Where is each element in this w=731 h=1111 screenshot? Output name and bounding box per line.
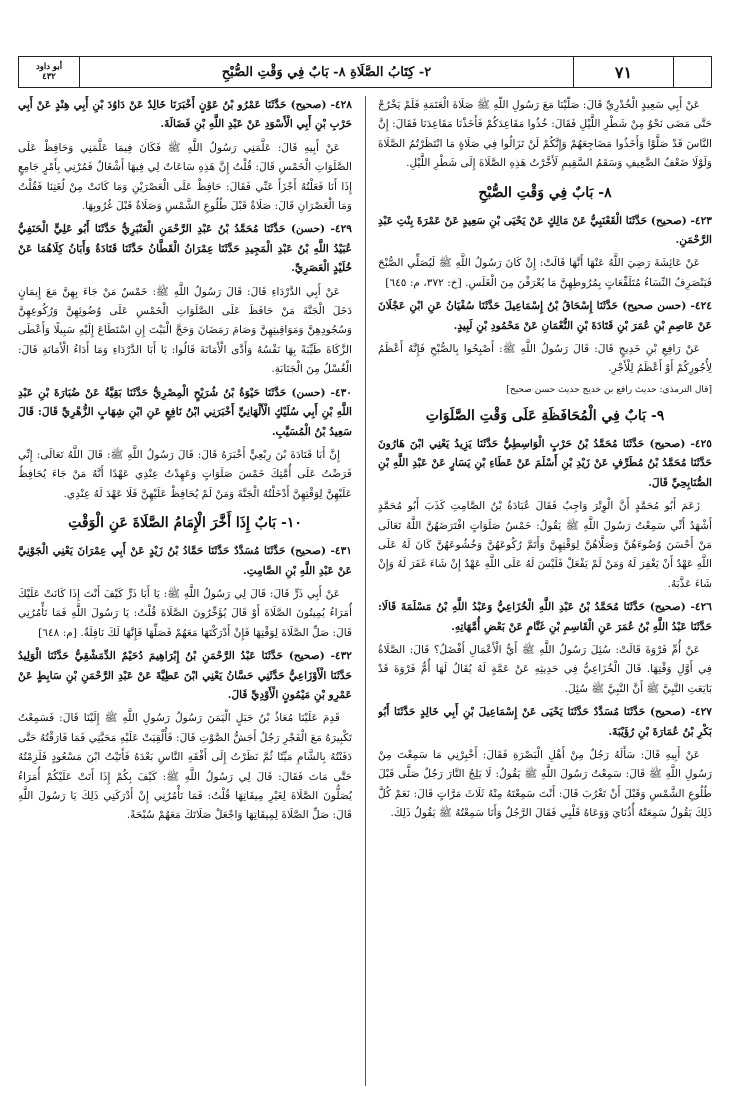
running-header (18, 56, 712, 88)
hadith-428-text: عَنْ أَبِيهِ قَالَ: عَلَّمَنِي رَسُولُ اللَّهِ ﷺ فَكَانَ فِيمَا عَلَّمَنِي وَحَافِظْ عَلَى الصَّلَوَاتِ الْخَمْسِ قَالَ: قُلْتُ إِنَّ هَذِهِ سَاعَاتٌ لِي فِيهَا أَشْغَالٌ فَمُرْنِي بِأَمْرٍ جَامِعٍ إِذَا أَنَا فَعَلْتُهُ أَجْزَأَ عَنِّي فَقَالَ: حَافِظْ عَلَى الْعَصْرَيْنِ وَمَا كَانَتْ مِنْ لُغَتِنَا فَقُلْتُ وَمَا الْعَصْرَانِ قَالَ: صَلَاةٌ قَبْلَ طُلُوعِ الشَّمْسِ وَصَلَاةٌ قَبْلَ غُرُوبِهَا. (18, 141, 352, 213)
hadith-432-isnad: ٤٣٢- (صحيح) حَدَّثَنَا عَبْدُ الرَّحْمَنِ بْنُ إِبْرَاهِيمَ دُحَيْمٌ الدِّمَشْقِيُّ حَدَّثَنَا الْوَلِيدُ حَدَّثَنَا الْأَوْزَاعِيُّ حَدَّثَنِي حَسَّانُ يَعْنِي ابْنَ عَطِيَّةَ عَنْ عَبْدِ الرَّحْمَنِ بْنِ سَابِطٍ عَنْ عَمْرِو بْنِ مَيْمُونٍ الْأَوْدِيِّ قَالَ. (18, 650, 352, 701)
hadith-431-text: عَنْ أَبِي ذَرٍّ قَالَ: قَالَ لِي رَسُولُ اللَّهِ ﷺ: يَا أَبَا ذَرٍّ كَيْفَ أَنْتَ إِذَا كَانَتْ عَلَيْكَ أُمَرَاءُ يُمِيتُونَ الصَّلَاةَ أَوْ قَالَ يُؤَخِّرُونَ الصَّلَاةَ قُلْتُ: يَا رَسُولَ اللَّهِ فَمَا تَأْمُرُنِي قَالَ: صَلِّ الصَّلَاةَ لِوَقْتِهَا فَإِنْ أَدْرَكْتَهَا مَعَهُمْ فَصَلِّهَا فَإِنَّهَا لَكَ نَافِلَةٌ. [م: ٦٤٨] (18, 587, 352, 639)
book-abbrev: أبو داود (35, 62, 63, 72)
hadith-432-text: قَدِمَ عَلَيْنَا مُعَاذُ بْنُ جَبَلٍ الْيَمَنَ رَسُولُ رَسُولِ اللَّهِ ﷺ إِلَيْنَا قَالَ: فَسَمِعْتُ تَكْبِيرَهُ مَعَ الْفَجْرِ رَجُلٌ أَجَشُّ الصَّوْتِ قَالَ: فَأُلْقِيَتْ عَلَيْهِ مَحَبَّتِي فَمَا فَارَقْتُهُ حَتَّى دَفَنْتُهُ بِالشَّامِ مَيِّتًا ثُمَّ نَظَرْتُ إِلَى أَفْقَهِ النَّاسِ بَعْدَهُ فَأَتَيْتُ ابْنَ مَسْعُودٍ فَلَزِمْتُهُ حَتَّى مَاتَ فَقَالَ: قَالَ لِي رَسُولُ اللَّهِ ﷺ: كَيْفَ بِكُمْ إِذَا أَتَتْ عَلَيْكُمْ أُمَرَاءُ يُصَلُّونَ الصَّلَاةَ لِغَيْرِ مِيقَاتِهَا قُلْتُ: فَمَا تَأْمُرُنِي إِنْ أَدْرَكَنِي ذَلِكَ يَا رَسُولَ اللَّهِ قَالَ: صَلِّ الصَّلَاةَ لِمِيقَاتِهَا وَاجْعَلْ صَلَاتَكَ مَعَهُمْ سُبْحَةً. (18, 712, 352, 822)
paragraph: عَنْ أَبِي سَعِيدٍ الْخُدْرِيِّ قَالَ: صَلَّيْنَا مَعَ رَسُولِ اللَّهِ ﷺ صَلَاةَ الْعَتَمَةِ فَلَمْ يَخْرُجْ حَتَّى مَضَى نَحْوٌ مِنْ شَطْرِ اللَّيْلِ فَقَالَ: خُذُوا مَقَاعِدَكُمْ فَأَخَذْنَا مَقَاعِدَنَا فَقَالَ: إِنَّ النَّاسَ قَدْ صَلَّوْا وَأَخَذُوا مَضَاجِعَهُمْ وَإِنَّكُمْ لَنْ تَزَالُوا فِي صَلَاةٍ مَا انْتَظَرْتُمُ الصَّلَاةَ وَلَوْلَا ضَعْفُ الضَّعِيفِ وَسَقَمُ السَّقِيمِ لَأَخَّرْتُ هَذِهِ الصَّلَاةَ إِلَى شَطْرِ اللَّيْلِ. (378, 99, 712, 170)
hadith-429-text: عَنْ أَبِي الدَّرْدَاءِ قَالَ: قَالَ رَسُولُ اللَّهِ ﷺ: خَمْسٌ مَنْ جَاءَ بِهِنَّ مَعَ إِيمَانٍ دَخَلَ الْجَنَّةَ مَنْ حَافَظَ عَلَى الصَّلَوَاتِ الْخَمْسِ عَلَى وُضُوئِهِنَّ وَرُكُوعِهِنَّ وَسُجُودِهِنَّ وَمَوَاقِيتِهِنَّ وَصَامَ رَمَضَانَ وَحَجَّ الْبَيْتَ إِنِ اسْتَطَاعَ إِلَيْهِ سَبِيلًا وَأَعْطَى الزَّكَاةَ طَيِّبَةً بِهَا نَفْسُهُ وَأَدَّى الْأَمَانَةَ قَالُوا: يَا أَبَا الدَّرْدَاءِ وَمَا أَدَاءُ الْأَمَانَةِ قَالَ: الْغُسْلُ مِنَ الْجَنَابَةِ. (18, 285, 352, 376)
chapter-heading-8: ٨- بَابٌ فِي وَقْتِ الصُّبْحِ (478, 184, 612, 201)
left-column (18, 96, 352, 1096)
chapter-title: ٢- كِتَابُ الصَّلَاةِ ٨- بَابٌ فِي وَقْتِ الصُّبْحِ (79, 57, 573, 87)
page-number: ٧١ (573, 57, 673, 87)
hadith-425-text: زَعَمَ أَبُو مُحَمَّدٍ أَنَّ الْوِتْرَ وَاجِبٌ فَقَالَ عُبَادَةُ بْنُ الصَّامِتِ كَذَبَ أَبُو مُحَمَّدٍ أَشْهَدُ أَنِّي سَمِعْتُ رَسُولَ اللَّهِ ﷺ يَقُولُ: خَمْسُ صَلَوَاتٍ افْتَرَضَهُنَّ اللَّهُ تَعَالَى مَنْ أَحْسَنَ وُضُوءَهُنَّ وَصَلَّاهُنَّ لِوَقْتِهِنَّ وَأَتَمَّ رُكُوعَهُنَّ وَخُشُوعَهُنَّ كَانَ لَهُ عَلَى اللَّهِ عَهْدٌ أَنْ يَغْفِرَ لَهُ وَمَنْ لَمْ يَفْعَلْ فَلَيْسَ لَهُ عَلَى اللَّهِ عَهْدٌ إِنْ شَاءَ غَفَرَ لَهُ وَإِنْ شَاءَ عَذَّبَهُ. (378, 500, 712, 590)
right-column (378, 96, 712, 1096)
hadith-424-text: عَنْ رَافِعِ بْنِ خَدِيجٍ قَالَ: قَالَ رَسُولُ اللَّهِ ﷺ: أَصْبِحُوا بِالصُّبْحِ فَإِنَّهُ أَعْظَمُ لِأُجُورِكُمْ أَوْ أَعْظَمُ لِلْأَجْرِ. (378, 343, 712, 375)
hadith-429-isnad: ٤٢٩- (حسن) حَدَّثَنَا مُحَمَّدُ بْنُ عَبْدِ الرَّحْمَنِ الْعَنْبَرِيُّ حَدَّثَنَا أَبُو عَلِيٍّ الْحَنَفِيُّ عُبَيْدُ اللَّهِ بْنُ عَبْدِ الْمَجِيدِ حَدَّثَنَا عِمْرَانُ الْقَطَّانُ حَدَّثَنَا قَتَادَةُ وَأَبَانُ كِلَاهُمَا عَنْ خُلَيْدٍ الْعَصَرِيِّ. (18, 223, 352, 275)
hadith-424-isnad: ٤٢٤- (حسن صحيح) حَدَّثَنَا إِسْحَاقُ بْنُ إِسْمَاعِيلَ حَدَّثَنَا سُفْيَانُ عَنِ ابْنِ عَجْلَانَ عَنْ عَاصِمِ بْنِ عُمَرَ بْنِ قَتَادَةَ بْنِ النُّعْمَانِ عَنْ مَحْمُودِ بْنِ لَبِيدٍ. (378, 300, 712, 332)
book-page: ٤٣٢ (42, 72, 56, 82)
hadith-424-note: [قال الترمذي: حديث رافع بن خديج حديث حسن صحيح] (506, 384, 712, 395)
hadith-430-isnad: ٤٣٠- (حسن) حَدَّثَنَا حَيْوَةُ بْنُ شُرَيْحٍ الْمِصْرِيُّ حَدَّثَنَا بَقِيَّةُ عَنْ ضُبَارَةَ بْنِ عَبْدِ اللَّهِ بْنِ أَبِي سُلَيْكٍ الْأَلْهَانِيِّ أَخْبَرَنِي ابْنُ نَافِعٍ عَنِ ابْنِ شِهَابٍ الزُّهْرِيِّ قَالَ: قَالَ سَعِيدُ بْنُ الْمُسَيَّبِ. (18, 386, 352, 438)
hadith-427-text: عَنْ أَبِيهِ قَالَ: سَأَلَهُ رَجُلٌ مِنْ أَهْلِ الْبَصْرَةِ فَقَالَ: أَخْبِرْنِي مَا سَمِعْتَ مِنْ رَسُولِ اللَّهِ ﷺ قَالَ: سَمِعْتُ رَسُولَ اللَّهِ ﷺ يَقُولُ: لَا يَلِجُ النَّارَ رَجُلٌ صَلَّى قَبْلَ طُلُوعِ الشَّمْسِ وَقَبْلَ أَنْ تَغْرُبَ قَالَ: أَنْتَ سَمِعْتَهُ مِنْهُ ثَلَاثَ مَرَّاتٍ قَالَ: نَعَمْ كُلَّ ذَلِكَ يَقُولُ سَمِعَتْهُ أُذُنَايَ وَوَعَاهُ قَلْبِي فَقَالَ الرَّجُلُ وَأَنَا سَمِعْتُهُ ﷺ يَقُولُ ذَلِكَ. (378, 748, 712, 820)
header-blank-cell (673, 57, 711, 87)
chapter-heading-9: ٩- بَابٌ فِي الْمُحَافَظَةِ عَلَى وَقْتِ الصَّلَوَاتِ (425, 407, 665, 424)
hadith-423-isnad: ٤٢٣- (صحيح) حَدَّثَنَا الْقَعْنَبِيُّ عَنْ مَالِكٍ عَنْ يَحْيَى بْنِ سَعِيدٍ عَنْ عَمْرَةَ بِنْتِ عَبْدِ الرَّحْمَنِ. (378, 214, 712, 247)
chapter-heading-10: ١٠- بَابٌ إِذَا أَخَّرَ الْإِمَامُ الصَّلَاةَ عَنِ الْوَقْتِ (68, 515, 302, 532)
hadith-426-text: عَنْ أُمِّ فَرْوَةَ قَالَتْ: سُئِلَ رَسُولُ اللَّهِ ﷺ أَيُّ الْأَعْمَالِ أَفْضَلُ؟ قَالَ: الصَّلَاةُ فِي أَوَّلِ وَقْتِهَا. قَالَ الْخُزَاعِيُّ فِي حَدِيثِهِ عَنْ عَمَّةٍ لَهُ يُقَالُ لَهَا أُمُّ فَرْوَةَ قَدْ بَايَعَتِ النَّبِيَّ ﷺ أَنَّ النَّبِيَّ ﷺ سُئِلَ. (378, 643, 712, 695)
hadith-431-isnad: ٤٣١- (صحيح) حَدَّثَنَا مُسَدَّدٌ حَدَّثَنَا حَمَّادُ بْنُ زَيْدٍ عَنْ أَبِي عِمْرَانَ يَعْنِي الْجَوْنِيَّ عَنْ عَبْدِ اللَّهِ بْنِ الصَّامِتِ. (18, 545, 352, 577)
hadith-427-isnad: ٤٢٧- (صحيح) حَدَّثَنَا مُسَدَّدٌ حَدَّثَنَا يَحْيَى عَنْ إِسْمَاعِيلَ بْنِ أَبِي خَالِدٍ حَدَّثَنَا أَبُو بَكْرِ بْنُ عُمَارَةَ بْنِ رُؤَيْبَةَ. (378, 706, 712, 738)
hadith-430-text: إِنَّ أَبَا قَتَادَةَ بْنَ رِبْعِيٍّ أَخْبَرَهُ قَالَ: قَالَ رَسُولُ اللَّهِ ﷺ: قَالَ اللَّهُ تَعَالَى: إِنِّي فَرَضْتُ عَلَى أُمَّتِكَ خَمْسَ صَلَوَاتٍ وَعَهِدْتُ عِنْدِي عَهْدًا أَنَّهُ مَنْ جَاءَ يُحَافِظُ عَلَيْهِنَّ لِوَقْتِهِنَّ أَدْخَلْتُهُ الْجَنَّةَ وَمَنْ لَمْ يُحَافِظْ عَلَيْهِنَّ فَلَا عَهْدَ لَهُ عِنْدِي. (18, 448, 352, 500)
hadith-426-isnad: ٤٢٦- (صحيح) حَدَّثَنَا مُحَمَّدُ بْنُ عَبْدِ اللَّهِ الْخُزَاعِيُّ وَعَبْدُ اللَّهِ بْنُ مَسْلَمَةَ قَالَا: حَدَّثَنَا عَبْدُ اللَّهِ بْنُ عُمَرَ عَنِ الْقَاسِمِ بْنِ غَنَّامٍ عَنْ بَعْضِ أُمَّهَاتِهِ. (378, 601, 712, 633)
book-reference (19, 57, 79, 87)
column-divider (365, 96, 366, 1086)
hadith-425-isnad: ٤٢٥- (صحيح) حَدَّثَنَا مُحَمَّدُ بْنُ حَرْبٍ الْوَاسِطِيُّ حَدَّثَنَا يَزِيدُ يَعْنِي ابْنَ هَارُونَ حَدَّثَنَا مُحَمَّدُ بْنُ مُطَرِّفٍ عَنْ زَيْدِ بْنِ أَسْلَمَ عَنْ عَطَاءِ بْنِ يَسَارٍ عَنْ عَبْدِ اللَّهِ بْنِ الصُّنَابِحِيِّ قَالَ. (378, 437, 712, 489)
hadith-423-text: عَنْ عَائِشَةَ رَضِيَ اللَّهُ عَنْهَا أَنَّهَا قَالَتْ: إِنْ كَانَ رَسُولُ اللَّهِ ﷺ لَيُصَلِّي الصُّبْحَ فَيَنْصَرِفُ النِّسَاءُ مُتَلَفِّعَاتٍ بِمُرُوطِهِنَّ مَا يُعْرَفْنَ مِنَ الْغَلَسِ. [خ: ٣٧٢، م: ٦٤٥] (378, 257, 712, 289)
hadith-428-isnad: ٤٢٨- (صحيح) حَدَّثَنَا عَمْرُو بْنُ عَوْنٍ أَخْبَرَنَا خَالِدٌ عَنْ دَاوُدَ بْنِ أَبِي هِنْدٍ عَنْ أَبِي حَرْبِ بْنِ أَبِي الْأَسْوَدِ عَنْ عَبْدِ اللَّهِ بْنِ فَضَالَةَ. (18, 99, 352, 131)
page-body (18, 96, 712, 1096)
